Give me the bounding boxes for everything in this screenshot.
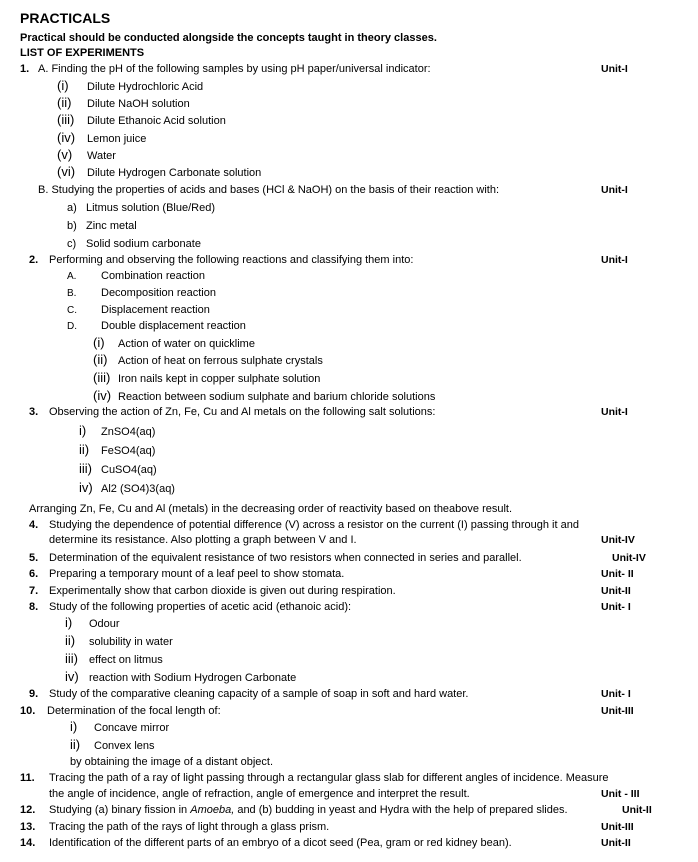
experiment-text: Studying the dependence of potential difference (V) across a resistor on the current (I) passing through it and xyxy=(49,519,579,531)
sub-item: Action of water on quicklime xyxy=(118,338,255,350)
unit-label: Unit - III xyxy=(601,788,640,800)
intro-note: Practical should be conducted alongside the concepts taught in theory classes. xyxy=(20,32,437,44)
item-number: 11. xyxy=(20,772,35,784)
sub-number: a) xyxy=(67,202,77,214)
unit-label: Unit-I xyxy=(601,184,628,196)
sub-item: Dilute NaOH solution xyxy=(87,98,190,110)
sub-number: (ii) xyxy=(93,352,108,367)
item-number: 13. xyxy=(20,821,36,833)
sub-item: Iron nails kept in copper sulphate solution xyxy=(118,373,321,385)
item-number: 4. xyxy=(29,519,39,531)
sub-item: Convex lens xyxy=(94,740,155,752)
sub-number: ii) xyxy=(79,442,90,457)
item-number: 7. xyxy=(29,585,39,597)
sub-item: Solid sodium carbonate xyxy=(86,238,201,250)
sub-letter: C. xyxy=(67,305,77,316)
sub-item: ZnSO4(aq) xyxy=(101,426,156,438)
sub-number: b) xyxy=(67,220,77,232)
text-segment: and (b) budding in yeast and Hydra with the help of prepared slides. xyxy=(234,804,568,816)
sub-letter: D. xyxy=(67,321,77,332)
sub-item: Concave mirror xyxy=(94,722,170,734)
sub-item: Combination reaction xyxy=(101,270,205,282)
sub-item: FeSO4(aq) xyxy=(101,445,156,457)
experiment-text: Study of the comparative cleaning capacity of a sample of soap in soft and hard water. xyxy=(49,688,469,700)
sub-item: Action of heat on ferrous sulphate crystals xyxy=(118,355,323,367)
experiment-text: Observing the action of Zn, Fe, Cu and Al metals on the following salt solutions: xyxy=(49,406,436,418)
experiment-text: Preparing a temporary mount of a leaf peel to show stomata. xyxy=(49,568,345,580)
sub-number: ii) xyxy=(65,633,76,648)
item-number: 9. xyxy=(29,688,39,700)
experiment-text: Determination of the equivalent resistance of two resistors when connected in series and parallel. xyxy=(49,552,522,564)
sub-item: Dilute Hydrochloric Acid xyxy=(87,81,204,93)
experiment-note: Arranging Zn, Fe, Cu and Al (metals) in the decreasing order of reactivity based on theabove result. xyxy=(29,503,513,515)
sub-number: iii) xyxy=(65,651,78,666)
sub-number: i) xyxy=(79,423,87,438)
sub-number: i) xyxy=(65,615,73,630)
sub-number: (iii) xyxy=(57,112,75,127)
sub-item: Decomposition reaction xyxy=(101,287,216,299)
sub-item: reaction with Sodium Hydrogen Carbonate xyxy=(89,672,297,684)
sub-number: c) xyxy=(67,238,77,250)
sub-number: (iv) xyxy=(57,130,76,145)
sub-letter: B. xyxy=(67,288,77,299)
experiment-text: the angle of incidence, angle of refraction, angle of emergence and interpret the result. xyxy=(49,788,470,800)
sub-number: ii) xyxy=(70,737,81,752)
experiment-text xyxy=(49,803,568,817)
sub-number: (iii) xyxy=(93,370,111,385)
sub-letter: A. xyxy=(67,271,77,282)
unit-label: Unit-III xyxy=(601,821,634,833)
experiment-note: by obtaining the image of a distant object. xyxy=(70,756,274,768)
sub-item: Dilute Ethanoic Acid solution xyxy=(87,115,226,127)
unit-label: Unit-IV xyxy=(612,552,646,564)
experiment-text: Experimentally show that carbon dioxide is given out during respiration. xyxy=(49,585,396,597)
unit-label: Unit-IV xyxy=(601,534,635,546)
sub-number: (i) xyxy=(57,78,69,93)
unit-label: Unit-III xyxy=(601,705,634,717)
unit-label: Unit-II xyxy=(601,585,631,597)
text-segment: Studying (a) binary fission in xyxy=(49,804,191,816)
sub-item: solubility in water xyxy=(89,636,173,648)
sub-item: Al2 (SO4)3(aq) xyxy=(101,483,175,495)
sub-number: (vi) xyxy=(57,164,76,179)
sub-item: CuSO4(aq) xyxy=(101,464,157,476)
sub-number: iii) xyxy=(79,461,92,476)
sub-item: effect on litmus xyxy=(89,654,163,666)
item-number: 8. xyxy=(29,601,39,613)
experiment-1a-text: A. Finding the pH of the following samples by using pH paper/universal indicator: xyxy=(38,63,431,75)
sub-number: iv) xyxy=(79,480,93,495)
unit-label: Unit-II xyxy=(601,837,631,849)
item-number: 1. xyxy=(20,63,30,75)
experiment-text: Tracing the path of a ray of light passing through a rectangular glass slab for different angles of incidence. Measure xyxy=(49,772,609,784)
sub-item: Displacement reaction xyxy=(101,304,210,316)
sub-item: Double displacement reaction xyxy=(101,320,246,332)
sub-item: Water xyxy=(87,150,116,162)
item-number: 5. xyxy=(29,552,39,564)
experiment-text: Determination of the focal length of: xyxy=(47,705,221,717)
experiment-text: Identification of the different parts of an embryo of a dicot seed (Pea, gram or red kidney bean). xyxy=(49,837,512,849)
sub-item: Reaction between sodium sulphate and barium chloride solutions xyxy=(118,391,436,403)
sub-number: (iv) xyxy=(93,388,112,403)
experiment-text: Study of the following properties of acetic acid (ethanoic acid): xyxy=(49,601,352,613)
item-number: 12. xyxy=(20,804,36,816)
page-title: PRACTICALS xyxy=(20,10,111,26)
sub-number: i) xyxy=(70,719,78,734)
unit-label: Unit-I xyxy=(601,63,628,75)
unit-label: Unit- I xyxy=(601,601,631,613)
unit-label: Unit-II xyxy=(622,804,652,816)
item-number: 10. xyxy=(20,705,36,717)
experiment-text: Performing and observing the following reactions and classifying them into: xyxy=(49,254,414,266)
sub-number: (v) xyxy=(57,147,73,162)
experiment-text: determine its resistance. Also plotting a graph between V and I. xyxy=(49,534,357,546)
item-number: 3. xyxy=(29,406,39,418)
experiment-1b-text: B. Studying the properties of acids and bases (HCl & NaOH) on the basis of their reaction with: xyxy=(38,184,500,196)
sub-item: Lemon juice xyxy=(87,133,147,145)
experiment-text: Tracing the path of the rays of light through a glass prism. xyxy=(49,821,330,833)
sub-item: Odour xyxy=(89,618,120,630)
sub-number: iv) xyxy=(65,669,79,684)
amoeba-term: Amoeba, xyxy=(190,804,235,816)
sub-number: (ii) xyxy=(57,95,72,110)
unit-label: Unit- II xyxy=(601,568,634,580)
unit-label: Unit- I xyxy=(601,688,631,700)
item-number: 6. xyxy=(29,568,39,580)
list-heading: LIST OF EXPERIMENTS xyxy=(20,47,145,59)
sub-item: Zinc metal xyxy=(86,220,137,232)
item-number: 14. xyxy=(20,837,36,849)
sub-number: (i) xyxy=(93,335,105,350)
item-number: 2. xyxy=(29,254,39,266)
unit-label: Unit-I xyxy=(601,254,628,266)
unit-label: Unit-I xyxy=(601,406,628,418)
sub-item: Dilute Hydrogen Carbonate solution xyxy=(87,167,262,179)
sub-item: Litmus solution (Blue/Red) xyxy=(86,202,216,214)
